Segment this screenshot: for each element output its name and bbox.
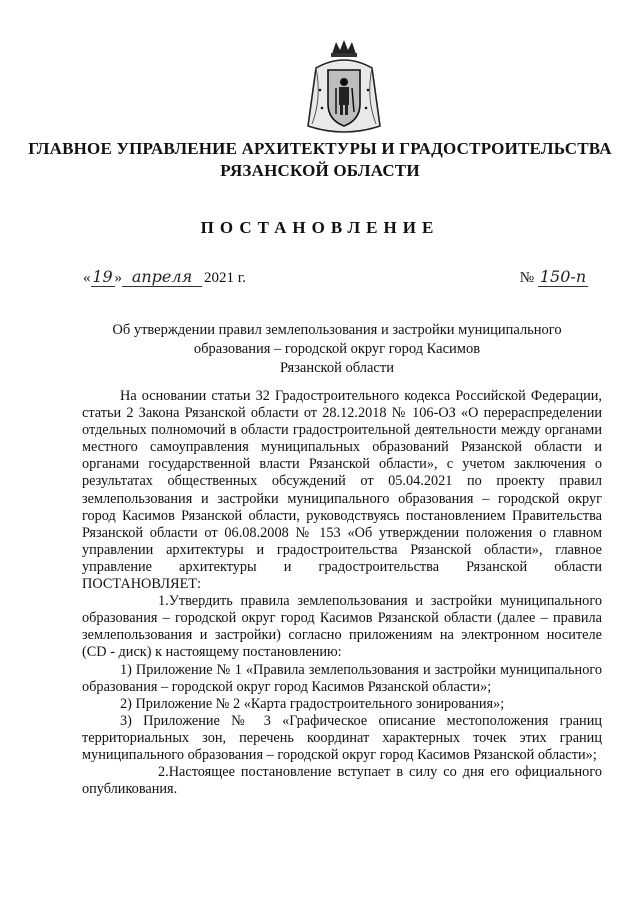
subject-line-3: Рязанской области <box>280 360 394 376</box>
item-1-paragraph <box>82 593 602 661</box>
document-type: ПОСТАНОВЛЕНИЕ <box>200 218 440 237</box>
document-subject <box>90 321 584 378</box>
document-body <box>82 388 602 798</box>
org-line-1: ГЛАВНОЕ УПРАВЛЕНИЕ АРХИТЕКТУРЫ И ГРАДОСТРОИТЕЛЬСТВА <box>28 139 612 158</box>
document-year: 2021 г. <box>204 270 246 286</box>
item-1-text: Утвердить правила землепользования и застройки муниципального образования – городской округ город Касимов Рязанской области (далее – правила землепользования и застройки) согласно приложениям на электронном носителе (CD - диск) к настоящему постановлению: <box>82 593 602 661</box>
ryazan-coat-of-arms-icon <box>302 38 386 142</box>
date-number-line <box>83 268 588 294</box>
org-line-2: РЯЗАНСКОЙ ОБЛАСТИ <box>220 161 420 180</box>
document-number <box>520 268 588 287</box>
handwritten-number: 150-п <box>539 267 587 286</box>
organization-name <box>0 138 640 182</box>
subitem-3: 3) Приложение № 3 «Графическое описание местоположения границ территориальных зон, перечень координат характерных точек этих границ муниципального образования – городской округ город Касимов Рязанской области»; <box>82 712 602 763</box>
item-2-paragraph <box>82 764 602 798</box>
number-prefix: № <box>519 270 534 286</box>
item-2-number: 2. <box>158 764 169 781</box>
preamble-paragraph: На основании статьи 32 Градостроительного кодекса Российской Федерации, статьи 2 Закона Рязанской области от 28.12.2018 № 106-ОЗ «О перераспределении отдельных полномочий в области градостроительной деятельности между органами местного самоуправления муниципальных образований Рязанской области и органами государственной власти Рязанской области», с учетом заключения о результатах общественных обсуждений от 05.04.2021 по проекту правил землепользования и застройки муниципального образования – городской округ город Касимов Рязанской области, руководствуясь постановлением Правительства Рязанской области от 06.08.2008 № 153 «Об утверждении положения о главном управлении архитектуры и градостроительства Рязанской области», главное управление архитектуры и градостроительства Рязанской области ПОСТАНОВЛЯЕТ: <box>82 388 602 593</box>
subitem-2: 2) Приложение № 2 «Карта градостроительного зонирования»; <box>120 695 505 712</box>
subitem-1: 1) Приложение № 1 «Правила землепользования и застройки муниципального образования – городской округ город Касимов Рязанской области»; <box>82 661 602 695</box>
item-1-number: 1. <box>158 593 169 610</box>
open-quote: « <box>83 270 91 286</box>
subject-line-1: Об утверждении правил землепользования и застройки муниципального <box>112 322 562 338</box>
close-quote: » <box>114 270 122 286</box>
subject-line-2: образования – городской округ город Касимов <box>193 341 481 357</box>
handwritten-month: апреля <box>122 268 202 287</box>
handwritten-day: 19 <box>92 267 113 286</box>
document-date <box>83 268 246 287</box>
item-2-text: Настоящее постановление вступает в силу со дня его официального опубликования. <box>82 764 602 798</box>
